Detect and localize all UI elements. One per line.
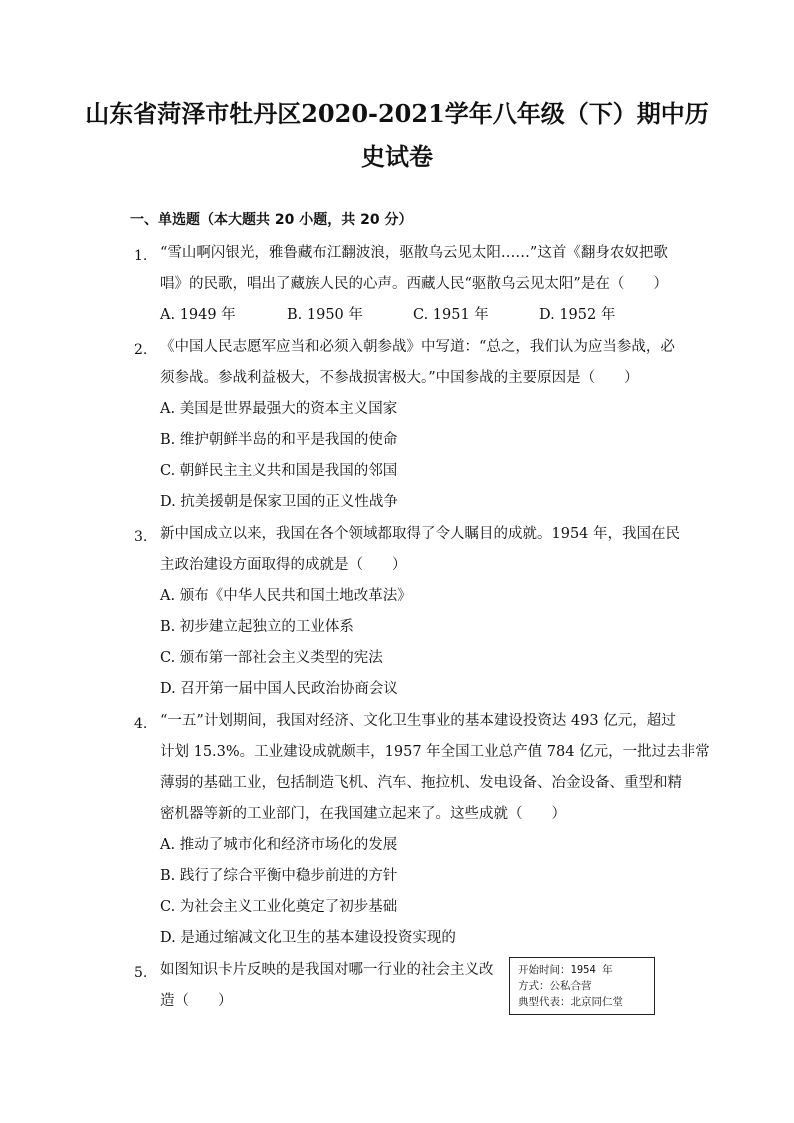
question-number: 1. bbox=[134, 248, 148, 264]
option-b[interactable]: B. 1950 年 bbox=[287, 307, 363, 323]
question-text: 主政治建设方面取得的成就是（ ） bbox=[160, 557, 407, 573]
option-d[interactable]: D. 是通过缩减文化卫生的基本建设投资实现的 bbox=[160, 930, 456, 946]
option-c[interactable]: C. 1951 年 bbox=[413, 307, 489, 323]
question-text: “雪山啊闪银光，雅鲁藏布江翻波浪，驱散乌云见太阳……”这首《翻身农奴把歌 bbox=[160, 245, 668, 261]
option-a[interactable]: A. 1949 年 bbox=[160, 307, 236, 323]
question-text: 薄弱的基础工业，包括制造飞机、汽车、拖拉机、发电设备、冶金设备、重型和精 bbox=[160, 775, 682, 791]
question-text: 计划 15.3%。工业建设成就颇丰，1957 年全国工业总产值 784 亿元，一批过去非常 bbox=[160, 744, 710, 760]
option-d[interactable]: D. 召开第一届中国人民政治协商会议 bbox=[160, 681, 398, 697]
question-text: 须参战。参战利益极大，不参战损害极大。”中国参战的主要原因是（ ） bbox=[160, 370, 639, 386]
question-text: 唱》的民歌，唱出了藏族人民的心声。西藏人民“驱散乌云见太阳”是在（ ） bbox=[160, 276, 668, 292]
option-c[interactable]: C. 为社会主义工业化奠定了初步基础 bbox=[160, 899, 398, 915]
card-start-time: 开始时间：1954 年 bbox=[518, 964, 613, 976]
card-method: 方式：公私合营 bbox=[518, 980, 592, 992]
question-number: 5. bbox=[134, 965, 148, 981]
option-b[interactable]: B. 初步建立起独立的工业体系 bbox=[160, 619, 354, 635]
exam-title-line1: 山东省菏泽市牡丹区2020-2021学年八年级（下）期中历 bbox=[85, 99, 709, 128]
option-a[interactable]: A. 推动了城市化和经济市场化的发展 bbox=[160, 837, 398, 853]
exam-title-line2: 史试卷 bbox=[361, 142, 433, 171]
question-number: 2. bbox=[134, 342, 148, 358]
question-text: 造（ ） bbox=[160, 993, 233, 1009]
question-text: 密机器等新的工业部门，在我国建立起来了。这些成就（ ） bbox=[160, 806, 566, 822]
question-number: 3. bbox=[134, 529, 148, 545]
question-number: 4. bbox=[134, 716, 148, 732]
option-a[interactable]: A. 美国是世界最强大的资本主义国家 bbox=[160, 401, 398, 417]
question-text: 如图知识卡片反映的是我国对哪一行业的社会主义改 bbox=[160, 962, 494, 978]
question-text: 新中国成立以来，我国在各个领域都取得了令人瞩目的成就。1954 年，我国在民 bbox=[160, 526, 681, 542]
option-d[interactable]: D. 抗美援朝是保家卫国的正义性战争 bbox=[160, 494, 398, 510]
knowledge-card bbox=[509, 957, 655, 1015]
option-a[interactable]: A. 颁布《中华人民共和国土地改革法》 bbox=[160, 588, 412, 604]
option-c[interactable]: C. 颁布第一部社会主义类型的宪法 bbox=[160, 650, 383, 666]
question-text: “一五”计划期间，我国对经济、文化卫生事业的基本建设投资达 493 亿元，超过 bbox=[160, 713, 676, 729]
option-c[interactable]: C. 朝鲜民主主义共和国是我国的邻国 bbox=[160, 463, 398, 479]
card-representative: 典型代表：北京同仁堂 bbox=[518, 996, 623, 1008]
question-text: 《中国人民志愿军应当和必须入朝参战》中写道：“总之，我们认为应当参战，必 bbox=[160, 339, 675, 355]
option-d[interactable]: D. 1952 年 bbox=[539, 307, 616, 323]
section-heading: 一、单选题（本大题共 20 小题，共 20 分） bbox=[130, 212, 413, 228]
option-b[interactable]: B. 践行了综合平衡中稳步前进的方针 bbox=[160, 868, 398, 884]
option-b[interactable]: B. 维护朝鲜半岛的和平是我国的使命 bbox=[160, 432, 398, 448]
